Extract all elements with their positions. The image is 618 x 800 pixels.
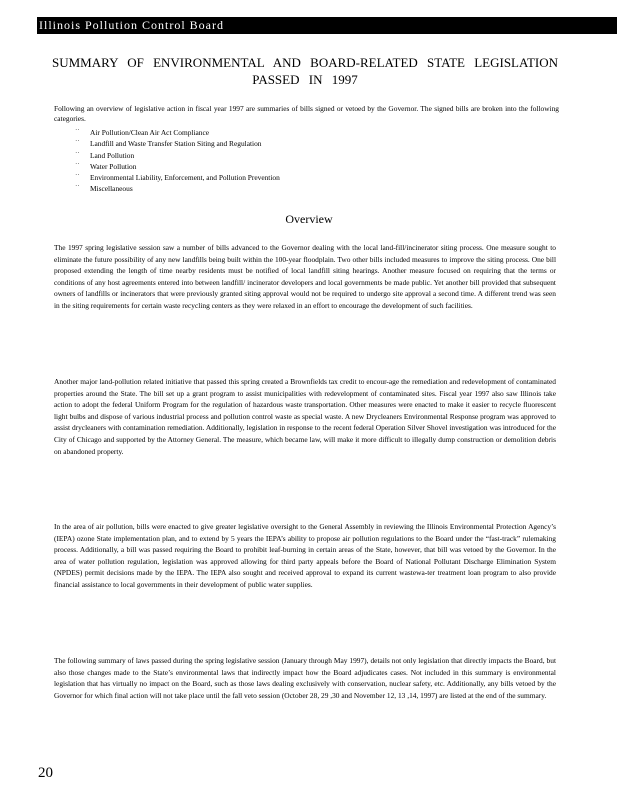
list-item: ˙˙ Water Pollution bbox=[75, 161, 137, 171]
header-title: Illinois Pollution Control Board bbox=[39, 18, 225, 32]
bullet-icon: ˙˙ bbox=[75, 161, 80, 170]
overview-heading: Overview bbox=[285, 212, 333, 226]
bullet-icon: ˙˙ bbox=[75, 128, 80, 136]
body-paragraph: Another major land-pollution related initiative that passed this spring created a Brownfields tax credit to encour-age the remediation and redevelopment of contaminated properties around the State. The bill set up a grant program to assist municipalities with redevelopment of contaminated sites. Fiscal year 1997 also saw Illinois take action to adopt the federal Uniform Program for the regulation of hazardous waste transportation. Other measures were enacted to make it easier to recycle fluorescent light bulbs and dispose of various industrial process and pollution control waste as special waste. A new Drycleaners Environmental Response program was approved to assist drycleaners with contamination remediation. Additionally, legislation in response to the recent federal Operation Silver Shovel investigation was introduced for the City of Chicago and supported by the Attorney General. The measure, which became law, will make it more difficult to illegally dump construction or demolition debris on abandoned property. bbox=[54, 377, 556, 456]
page-number: 20 bbox=[38, 765, 53, 781]
list-item: ˙˙ Miscellaneous bbox=[75, 184, 133, 194]
list-item: ˙˙ Landfill and Waste Transfer Station Siting and Regulation bbox=[75, 139, 262, 149]
body-paragraph: The 1997 spring legislative session saw a number of bills advanced to the Governor dealing with the local land-fill/incinerator siting process. One measure sought to eliminate the future possibility of any new landfills being built within the 100-year floodplain. Two other bills included measures to improve the siting process. One bill proposed extending the length of time nearby residents must be notified of local landfill siting hearings. Another measure focused on requiring that the terms or conditions of any host agreements entered into between landfill/ incinerator developers and local governments be made public. Yet another bill provided that subsequent owners of landfills or incinerators that were previously granted siting approval would not be required to undergo site approval a second time. A different trend was seen in the siting requirements for certain waste recycling centers as they were relaxed in an effort to encourage the development of such facilities. bbox=[54, 243, 556, 310]
bullet-icon: ˙˙ bbox=[75, 150, 80, 159]
body-paragraph: The following summary of laws passed during the spring legislative session (January through May 1997), details not only legislation that directly impacts the Board, but also those changes made to the State’s environmental laws that indirectly impact how the Board adjudicates cases. Not included in this summary is environmental legislation that has virtually no impact on the Board, such as those laws dealing exclusively with conservation, nuclear safety, etc. Additionally, any bills vetoed by the Governor for which final action will not take place until the fall veto session (October 28, 29 ,30 and November 12, 13 ,14, 1997) are listed at the end of the summary. bbox=[54, 656, 556, 700]
body-paragraph: In the area of air pollution, bills were enacted to give greater legislative oversight to the General Assembly in reviewing the Illinois Environmental Protection Agency’s (IEPA) ozone State implementation plan, and to extend by 5 years the IEPA’s ability to propose air pollution regulations to the Board under the “fast-track” rulemaking process. Additionally, a bill was passed requiring the Board to prohibit leaf-burning in certain areas of the State, however, that bill was vetoed by the Governor. In the area of water pollution regulation, legislation was approved allowing for third party appeals before the Board of National Pollutant Discharge Elimination System (NPDES) permit decisions made by the IEPA. The IEPA also sought and received approval to expand its current wastewa-ter treatment loan program to also provide financial assistance to local governments in their development of public water supplies. bbox=[54, 522, 556, 589]
category-list bbox=[75, 127, 375, 195]
page-title: SUMMARY OF ENVIRONMENTAL AND BOARD-RELATED STATE LEGISLATION PASSED IN 1997 bbox=[51, 55, 558, 87]
list-item: ˙˙ Environmental Liability, Enforcement, and Pollution Prevention bbox=[75, 173, 280, 183]
intro-paragraph: Following an overview of legislative action in fiscal year 1997 are summaries of bills signed or vetoed by the Governor. The signed bills are broken into the following categories. bbox=[54, 104, 559, 123]
bullet-icon: ˙˙ bbox=[75, 184, 80, 193]
list-item: ˙˙ Air Pollution/Clean Air Act Compliance bbox=[75, 128, 210, 137]
bullet-icon: ˙˙ bbox=[75, 139, 80, 148]
list-item: ˙˙ Land Pollution bbox=[75, 150, 135, 160]
bullet-icon: ˙˙ bbox=[75, 173, 80, 182]
header-bar bbox=[37, 17, 617, 34]
